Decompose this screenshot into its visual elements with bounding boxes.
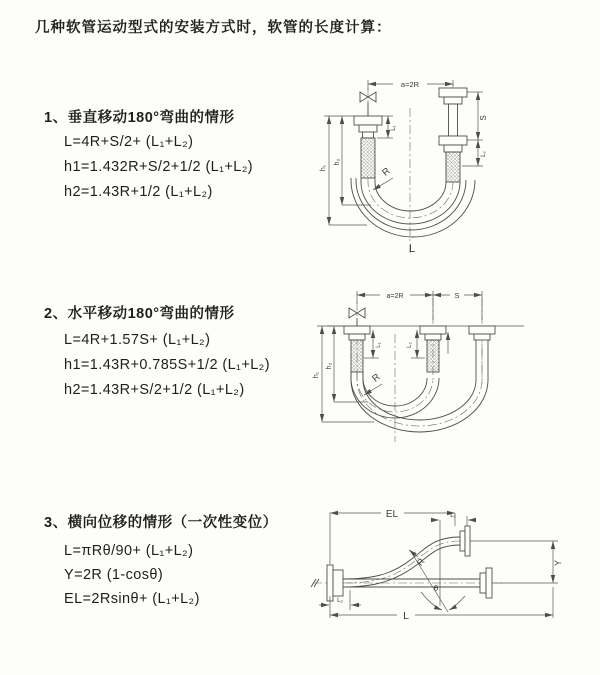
section-3-formula-L: L=πRθ/90+ (L₁+L₂) <box>64 543 194 559</box>
section-3-formula-Y: Y=2R (1-cosθ) <box>64 567 164 583</box>
dimension-s <box>467 92 488 140</box>
braided-hose <box>351 340 363 372</box>
section-2-formula-h1: h1=1.43R+0.785S+1/2 (L₁+L₂) <box>64 357 270 373</box>
dim-label-l2: L₂ <box>407 342 413 348</box>
dim-label-h2: h₂ <box>326 362 333 370</box>
diagram-lateral-displacement <box>305 500 600 650</box>
dim-label-h2: h₂ <box>334 158 341 166</box>
section-1-formula-L: L=4R+S/2+ (L₁+L₂) <box>64 134 194 150</box>
page-title: 几种软管运动型式的安装方式时，软管的长度计算： <box>35 20 392 36</box>
left-fitting <box>327 565 343 601</box>
hose-s-curve <box>343 526 470 587</box>
braided-hose <box>427 340 439 372</box>
section-2-formula-L: L=4R+1.57S+ (L₁+L₂) <box>64 332 211 348</box>
dim-label-s: S <box>479 115 488 121</box>
dim-label-h1: h₁ <box>320 164 327 172</box>
dim-label-el: EL <box>385 509 399 520</box>
dim-label-l2: L₂ <box>337 597 343 604</box>
dim-label-l1: L₁ <box>376 342 382 348</box>
radius-leader <box>373 166 393 190</box>
upper-fitting <box>465 526 470 556</box>
dim-label-r: R <box>414 556 427 568</box>
section-3-heading: 3、横向位移的情形（一次性变位） <box>44 515 278 531</box>
section-2-formula-h2: h2=1.43R+S/2+1/2 (L₁+L₂) <box>64 382 245 398</box>
dimension-s <box>433 291 482 300</box>
left-fitting <box>354 102 382 178</box>
braided-hose <box>361 138 375 178</box>
middle-fitting <box>420 326 446 372</box>
dimension-a2r <box>357 291 482 320</box>
upper-fitting <box>460 531 465 551</box>
dim-label-length: L <box>408 243 416 255</box>
braided-hose <box>446 152 460 182</box>
right-fitting-moved <box>469 326 495 340</box>
diagram-horizontal-180-bend <box>312 282 600 450</box>
dim-label-l1: L₁ <box>450 512 456 519</box>
section-1-formula-h2: h2=1.43R+1/2 (L₁+L₂) <box>64 184 213 200</box>
dimension-el <box>330 509 455 564</box>
dim-label-r: R <box>380 165 393 179</box>
dim-label-a2r: a=2R <box>400 80 420 89</box>
left-fitting <box>344 326 370 372</box>
hose-u-curves-pos2 <box>351 340 488 432</box>
hose-u-curves <box>351 178 475 237</box>
section-2-heading: 2、水平移动180°弯曲的情形 <box>44 306 235 322</box>
dim-label-s: S <box>454 291 460 300</box>
dim-label-a2r: a=2R <box>386 293 404 300</box>
dim-label-r: R <box>370 371 383 385</box>
section-3-formula-EL: EL=2Rsinθ+ (L₁+L₂) <box>64 591 200 607</box>
diagram-vertical-180-bend <box>315 68 600 263</box>
dim-label-length: L <box>403 610 409 622</box>
dimension-l <box>330 587 553 622</box>
section-1-formula-h1: h1=1.432R+S/2+1/2 (L₁+L₂) <box>64 159 254 175</box>
right-fitting <box>439 88 467 182</box>
dim-label-l1: L₁ <box>390 125 397 131</box>
dim-label-l2: L₂ <box>480 151 487 157</box>
dim-label-y: Y <box>553 559 563 567</box>
dim-label-theta: θ <box>433 584 439 593</box>
section-1-heading: 1、垂直移动180°弯曲的情形 <box>44 110 235 126</box>
dim-label-h1: h₁ <box>313 371 320 379</box>
